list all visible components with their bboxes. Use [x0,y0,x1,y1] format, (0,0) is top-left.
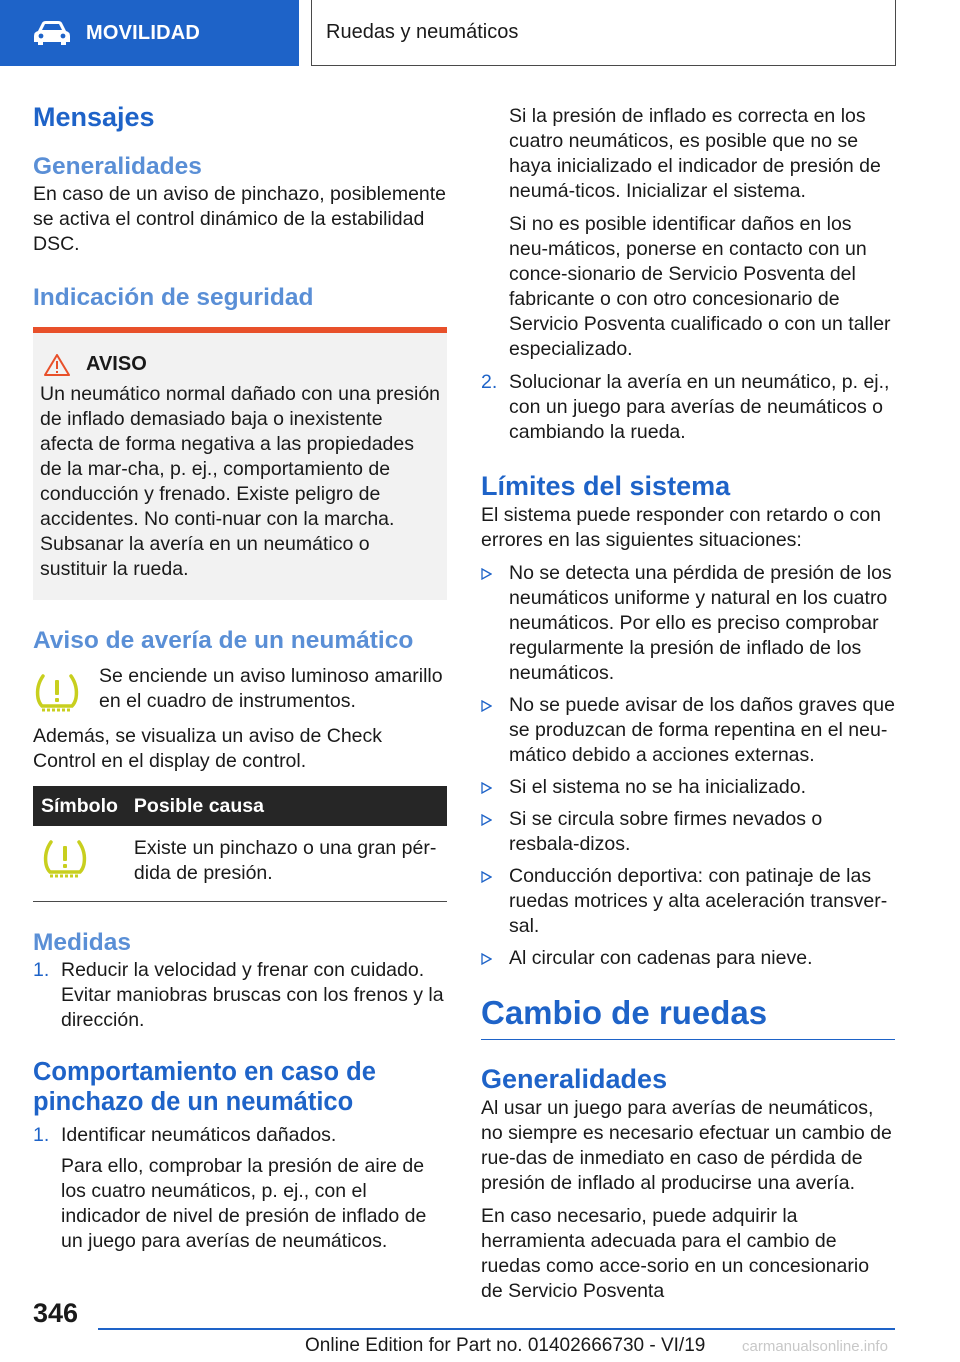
list-item [481,370,895,445]
table-cell-symbol [33,826,126,902]
medidas-list [33,958,447,1033]
bullet-triangle-icon [481,775,509,800]
heading-generalidades: Generalidades [33,153,202,180]
bullet-triangle-icon [481,561,509,686]
limits-list [481,561,895,971]
list-item [481,946,895,971]
paragraph-generalidades-2a: Al usar un juego para averías de neumáticos, no siempre es necesario efectuar un cambio de rue‐das de inmediato en caso de pérdida de presión de inflado al producirse una avería. [481,1097,892,1194]
bullet-triangle-icon [481,807,509,857]
list-text: Si el sistema no se ha inicializado. [509,776,806,798]
paragraph-ademas: Además, se visualiza un aviso de Check Control en el display de control. [33,725,383,772]
steps-list [481,370,895,445]
heading-limites: Límites del sistema [481,471,731,501]
tpms-indicator-row [33,664,447,714]
heading-generalidades-2: Generalidades [481,1064,668,1094]
list-item [481,775,895,800]
heading-cambio-ruedas: Cambio de ruedas [481,993,895,1040]
list-number: 1. [33,1124,50,1146]
heading-aviso-averia: Aviso de avería de un neumático [33,627,414,654]
paragraph-generalidades: En caso de un aviso de pinchazo, posiblemente se activa el control dinámico de la estabilidad DSC. [33,183,447,255]
page-number: 346 [33,1298,79,1328]
table-header-cause: Posible causa [126,786,447,826]
footer-watermark: carmanualsonline.info [742,1338,888,1355]
list-text: No se puede avisar de los daños graves que se produzcan de forma repentina en el neu‐mático debido a acciones externas. [509,694,895,766]
warning-header [40,353,440,376]
bullet-triangle-icon [481,693,509,768]
symbol-table [33,786,447,902]
footer-divider [98,1328,895,1330]
list-item [33,1123,447,1148]
bullet-triangle-icon [481,864,509,939]
warning-text: Un neumático normal dañado con una presión de inflado demasiado baja o inexistente afecta de forma negativa a las propiedades de la mar‐cha, p. ej., comportamiento de conducción y frenado. Existe peligro de accidentes. No conti‐nuar con la marcha. Subsanar la avería en un neumático o sustituir la rueda. [40,383,441,580]
paragraph-presion-correcta: Si la presión de inflado es correcta en los cuatro neumáticos, es posible que no se haya inicializado el indicador de presión de neumá‐ticos. Inicializar el sistema. [509,105,881,202]
list-text: Al circular con cadenas para nieve. [509,947,813,969]
list-text: Reducir la velocidad y frenar con cuidado. Evitar maniobras bruscas con los frenos y la dirección. [61,959,444,1031]
heading-medidas: Medidas [33,929,132,956]
table-header-row [33,786,447,826]
comportamiento-list [33,1123,447,1148]
list-item [481,561,895,686]
section-tab [0,0,299,66]
list-item [481,864,895,939]
list-number: 1. [33,959,50,981]
heading-mensajes: Mensajes [33,102,155,132]
list-item [481,693,895,768]
list-number: 2. [481,371,498,393]
list-item [33,958,447,1033]
list-text: Si se circula sobre firmes nevados o resbala‐dizos. [509,808,823,855]
list-item [481,807,895,857]
right-column [481,104,895,1304]
warning-box [33,327,447,600]
paragraph-generalidades-2b: En caso necesario, puede adquirir la herramienta adecuada para el cambio de ruedas como acce‐sorio en un concesionario de Servicio Posventa [481,1205,870,1302]
section-name: MOVILIDAD [86,21,201,44]
list-text: Identificar neumáticos dañados. [61,1124,337,1146]
list-text: Solucionar la avería en un neumático, p. ej., con un juego para averías de neumáticos o cambiando la rueda. [509,371,890,443]
heading-comportamiento: Comportamiento en caso de pinchazo de un neumático [33,1058,376,1116]
list-text: No se detecta una pérdida de presión de los neumáticos uniforme y natural en los cuatro neumáticos. Por ello es preciso comprobar regularmente la presión de inflado de los neumáticos. [509,562,892,684]
page-header [0,0,960,66]
paragraph-comprobar: Para ello, comprobar la presión de aire de los cuatro neumáticos, p. ej., con el indicador de nivel de presión de inflado de un juego para averías de neumáticos. [61,1155,427,1252]
warning-title: AVISO [86,353,147,375]
car-icon [32,20,72,46]
footer-edition: Online Edition for Part no. 01402666730 - VI/19 [305,1335,706,1356]
table-header-symbol: Símbolo [33,786,126,826]
table-cell-cause: Existe un pinchazo o una gran pér‐dida de presión. [126,826,447,902]
list-text: Conducción deportiva: con patinaje de las ruedas motrices y alta aceleración transver‐sal. [509,865,888,937]
bullet-triangle-icon [481,946,509,971]
heading-indicacion-seguridad: Indicación de seguridad [33,284,314,311]
left-column [33,100,447,1254]
paragraph-limites: El sistema puede responder con retardo o con errores en las siguientes situaciones: [481,504,881,551]
tire-pressure-warning-icon [33,670,81,714]
tire-pressure-warning-icon [41,836,89,880]
chapter-tab [311,0,896,66]
warning-triangle-icon [44,354,70,376]
paragraph-no-posible: Si no es posible identificar daños en los neu‐máticos, ponerse en contacto con un conce‐sionario de Servicio Posventa del fabricante o con otro concesionario de Servicio Posventa cualificado o con un taller especializado. [509,213,891,360]
table-row [33,826,447,902]
chapter-title: Ruedas y neumáticos [326,21,519,43]
paragraph-aviso-luminoso: Se enciende un aviso luminoso amarillo en el cuadro de instrumentos. [99,665,443,712]
